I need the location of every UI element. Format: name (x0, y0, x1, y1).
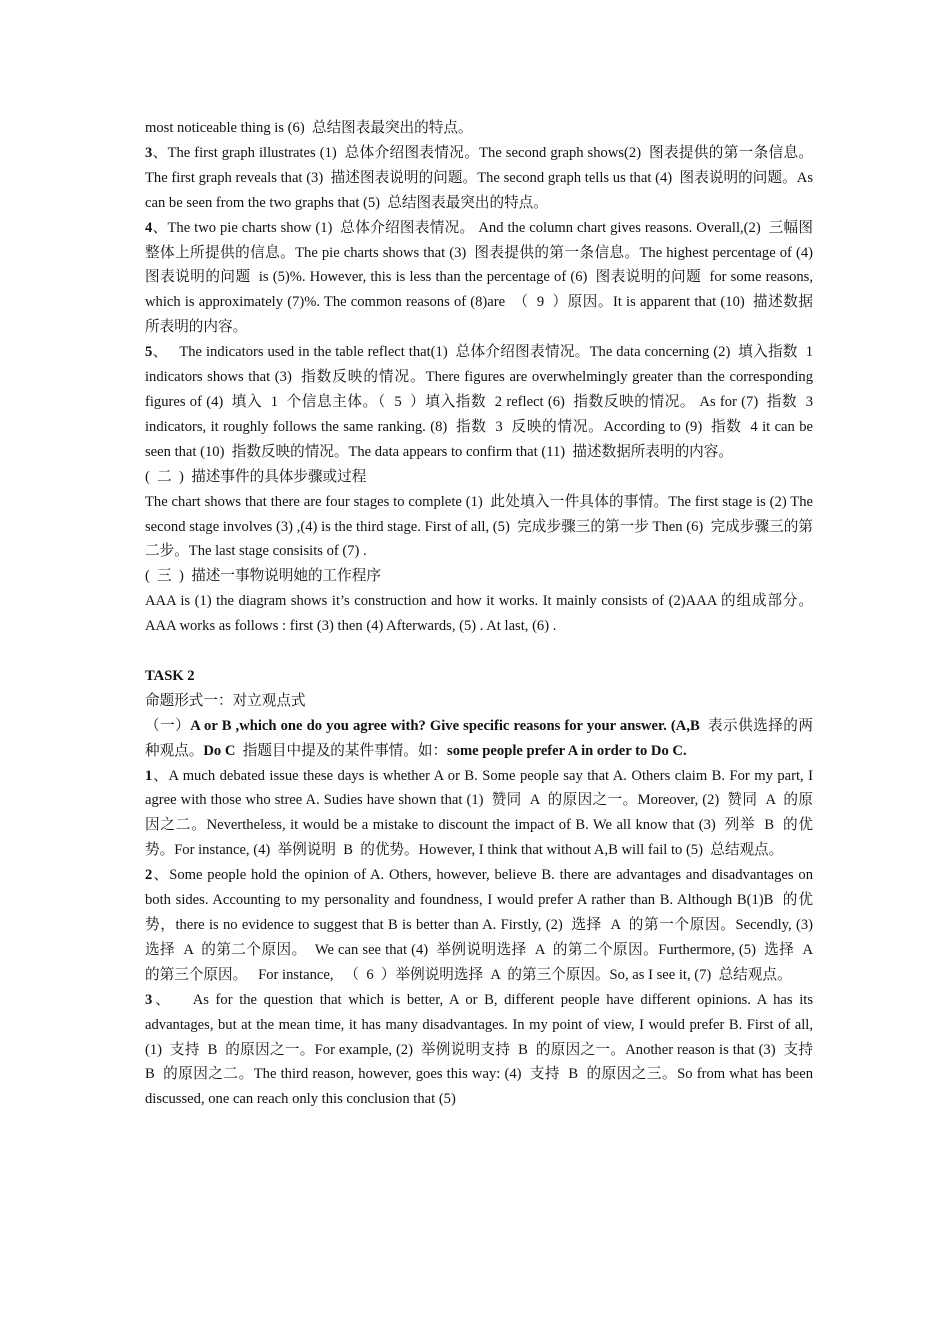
paragraph-continued: most noticeable thing is (6) 总结图表最突出的特点。 (145, 120, 473, 136)
paragraph-item-3: 3、The first graph illustrates (1) 总体介绍图表情况。The second graph shows(2) 图表提供的第一条信息。The first graph reveals that (3) 描述图表说明的问题。The second graph tells us that (4) 图表说明的问题。As can be seen from the two graphs that (5) 总结图表最突出的特点。 (145, 144, 817, 211)
paragraph-item-5: 5、 The indicators used in the table reflect that(1) 总体介绍图表情况。The data concerning (2) 填入指数 1 indicators shows that (3) 指数反映的情况。There figures are overwhelmingly greater than the corresponding figures of (4) 填入 1 个信息主体。（ 5 ）填入指数 2 reflect (6) 指数反映的情况。 As for (7) 指数 3 indicators, it roughly follows the same ranking. (8) 指数 3 反映的情况。According to (9) 指数 4 it can be seen that (10) 指数反映的情况。The data appears to confirm that (11) 描述数据所表明的内容。 (145, 344, 817, 460)
template-item-3: 3、 As for the question that which is better, A or B, different people have different opinions. A has its advantages, but at the mean time, it has many disadvantages. In my point of view, I would prefer B. First of all, (1) 支持 B 的原因之一。For example, (2) 举例说明支持 B 的原因之一。Another reason is that (3) 支持 B 的原因之二。The third reason, however, goes this way: (4) 支持 B 的原因之三。So from what has been discussed, one can reach only this conclusion that (5) (145, 991, 821, 1108)
paragraph-item-4: 4、The two pie charts show (1) 总体介绍图表情况。 And the column chart gives reasons. Overall,(2) 三幅图整体上所提供的信息。The pie charts shows that (3) 图表提供的第一条信息。The highest percentage of (4) 图表说明的问题 is (5)%. However, this is less than the percentage of (6) 图表说明的问题 for some reasons, which is approximately (7)%. The common reasons of (8)are （ 9 ）原因。It is apparent that (10) 描述数据所表明的内容。 (145, 219, 821, 336)
section-heading-2: ( 二 ) 描述事件的具体步骤或过程 (145, 468, 367, 485)
document-page (145, 116, 821, 1112)
item-number: 3 (145, 991, 153, 1008)
item-number: 5 (145, 344, 153, 361)
question-intro: （一）A or B ,which one do you agree with? Give specific reasons for your answer. (A,B 表示供选择的两种观点。Do C 指题目中提及的某件事情。如：some people prefer A in order to Do C. (145, 717, 813, 759)
task-title: TASK 2 (145, 667, 195, 684)
template-item-1: 1、A much debated issue these days is whether A or B. Some people say that A. Others claim B. For my part, I agree with those who stree A. Sudies have shown that (1) 赞同 A 的原因之一。Moreover, (2) 赞同 A 的原因之二。Nevertheless, it would be a mistake to discount the impact of B. We all know that (3) 列举 B 的优势。For instance, (4) 举例说明 B 的优势。However, I think that without A,B will fail to (5) 总结观点。 (145, 767, 817, 859)
paragraph-procedure: AAA is (1) the diagram shows it’s construction and how it works. It mainly consists of (2)AAA 的组成部分。AAA works as follows : first (3) then (4) Afterwards, (5) . At last, (6) . (145, 593, 813, 635)
section-heading-3: ( 三 ) 描述一事物说明她的工作程序 (145, 568, 381, 585)
item-number: 2 (145, 867, 153, 884)
template-item-2: 2、Some people hold the opinion of A. Others, however, believe B. there are advantages and disadvantages on both sides. Accounting to my personality and foundness, I would prefer A rather than B. Although B(1)B 的优势，there is no evidence to suggest that B is better than A. Firstly, (2) 选择 A 的第一个原因。Secendly, (3) 选择 A 的第二个原因。 We can see that (4) 举例说明选择 A 的第二个原因。Furthermore, (5) 选择 A 的第三个原因。 For instance, （ 6 ）举例说明选择 A 的第三个原因。So, as I see it, (7) 总结观点。 (145, 867, 821, 983)
item-number: 1 (145, 767, 153, 784)
item-number: 4 (145, 219, 153, 236)
paragraph-steps: The chart shows that there are four stages to complete (1) 此处填入一件具体的事情。The first stage is (2) The second stage involves (3) ,(4) is the third stage. First of all, (5) 完成步骤三的第一步 Then (6) 完成步骤三的第二步。The last stage consisits of (7) . (145, 493, 817, 560)
question-form: 命题形式一：对立观点式 (145, 692, 306, 709)
item-number: 3 (145, 144, 153, 161)
